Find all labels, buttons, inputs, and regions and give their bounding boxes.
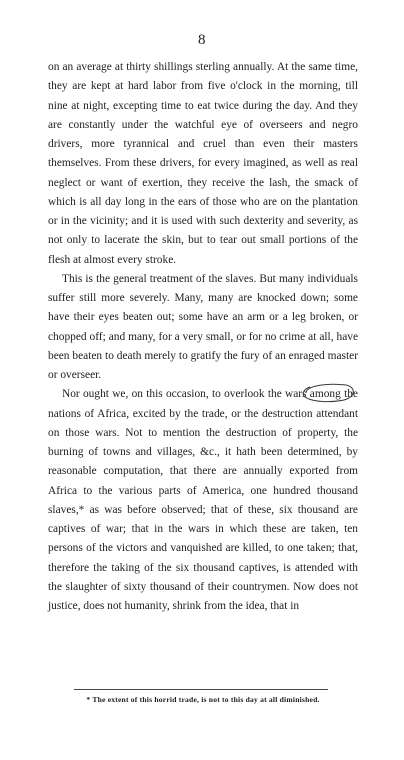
page-number: 8 [198,32,206,48]
footnote: * The extent of this horrid trade, is not to this day at all diminished. [86,695,320,704]
footnote-divider [74,689,328,690]
paragraph-3: Nor ought we, on this occasion, to overlook the wars among the nations of Africa, excited by the trade, or the destruction attendant on those wars. Not to mention the destruction of property, the burning of towns and villages, &c., it hath been determined, by reasonable computation, that there are annually exported from Africa to the various parts of America, one hundred thousand slaves,* as was before observed; that of these, six thousand are captives of war; that in the wars in which these are taken, ten persons of the victors and vanquished are killed, to one taken; that, therefore the taking of the six thousand captives, is attended with the slaughter of sixty thousand of their countrymen. Now does not justice, does not humanity, shrink from the idea, that in [48,388,358,612]
body-text [48,58,358,616]
paragraph-2: This is the general treatment of the slaves. But many individuals suffer still more severely. Many, many are knocked down; some have their eyes beaten out; some have an arm or a leg broken, or chopped off; and many, for a very small, or for no crime at all, have been beaten to death merely to gratify the fury of an enraged master or overseer. [48,272,358,381]
paragraph-1: on an average at thirty shillings sterling annually. At the same time, they are kept at hard labor from five o'clock in the morning, till nine at night, excepting time to eat twice during the day. And they are constantly under the watchful eye of overseers and negro drivers, more tyrannical and cruel than even their masters themselves. From these drivers, for every imagined, as well as real neglect or want of exertion, they receive the lash, the smack of which is all day long in the ears of those who are on the plantation or in the vicinity; and it is used with such dexterity and severity, as not only to lacerate the skin, but to tear out small portions of the flesh at almost every stroke. [48,61,358,266]
